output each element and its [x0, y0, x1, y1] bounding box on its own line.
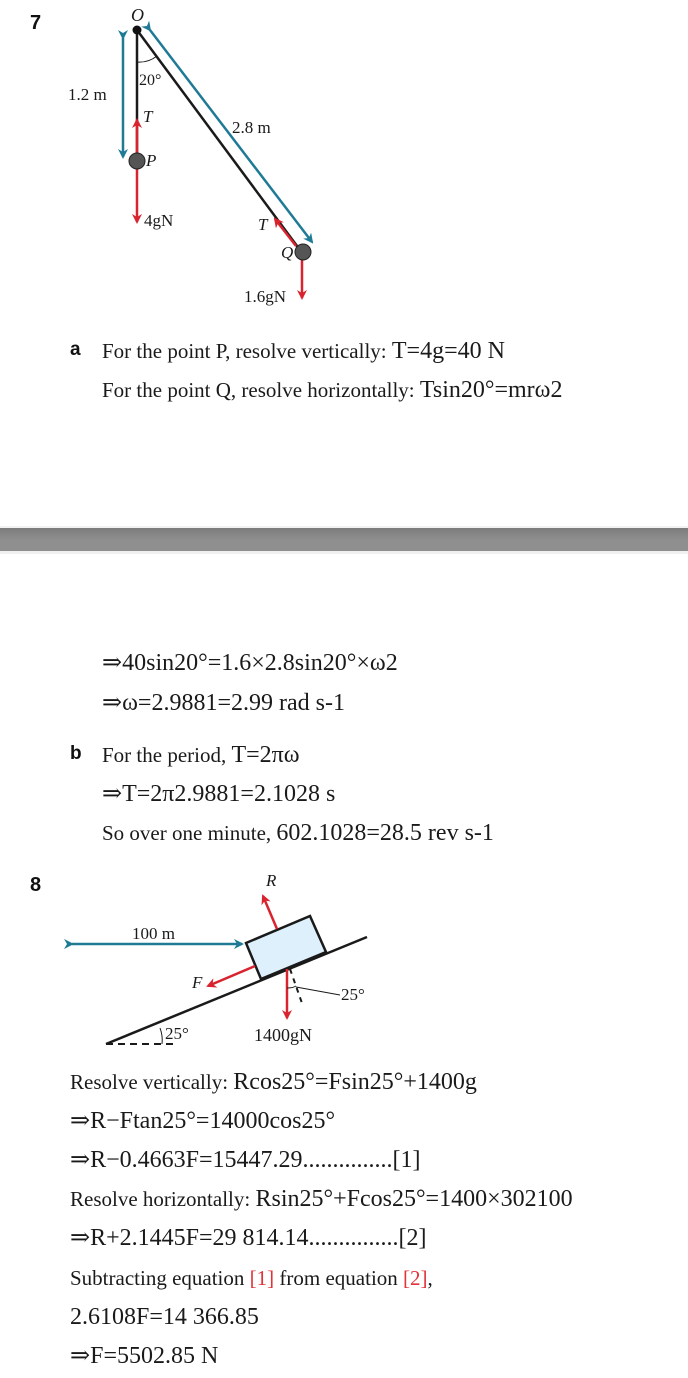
text: For the point Q, resolve horizontally: [102, 378, 420, 402]
equation: Rcos25°=Fsin25°+1400g [233, 1069, 477, 1095]
equation: Tsin20°=mrω2 [419, 377, 563, 403]
equation-ref-2[interactable]: [2] [403, 1266, 428, 1290]
text: So over one minute, [102, 821, 277, 845]
label-distance-100m: 100 m [132, 924, 175, 943]
question-number-7: 7 [30, 12, 42, 34]
equation: ⇒R−0.4663F=15447.29...............[1] [70, 1147, 421, 1173]
label-P: P [146, 151, 157, 170]
equation-ref-1[interactable]: [1] [249, 1266, 275, 1290]
label-T-Q: T [258, 215, 268, 234]
equation: Rsin25°+Fcos25°=1400×302100 [255, 1186, 573, 1212]
page-divider [0, 526, 688, 554]
question-number-8: 8 [30, 874, 42, 896]
part-b-label: b [70, 743, 82, 764]
text: For the period, [102, 743, 232, 767]
label-F: F [192, 973, 203, 992]
equation: ⇒T=2π2.9881=2.1028 s [102, 781, 336, 807]
q8-line-2 [70, 1108, 335, 1134]
label-length-2-8m: 2.8 m [232, 118, 271, 137]
part-a-line-1 [102, 338, 505, 364]
label-O: O [131, 5, 144, 25]
q8-line-7 [70, 1304, 259, 1330]
text: from equation [274, 1266, 404, 1290]
equation: T=4g=40 N [391, 338, 505, 364]
part-b-line-3 [102, 820, 494, 846]
label-T-P: T [143, 107, 153, 126]
label-length-1-2m: 1.2 m [68, 85, 107, 104]
label-angle-weight: 25° [341, 985, 365, 1004]
equation: ⇒F=5502.85 N [70, 1343, 219, 1369]
text: Resolve vertically: [70, 1070, 234, 1094]
equation: ⇒40sin20°=1.6×2.8sin20°×ω2 [102, 650, 398, 676]
label-R: R [266, 871, 277, 890]
equation: ⇒R−Ftan25°=14000cos25° [70, 1108, 336, 1134]
part-a-line-3 [102, 650, 398, 676]
q8-line-1 [70, 1069, 477, 1095]
label-weight-Q: 1.6gN [244, 287, 287, 306]
text: For the point P, resolve vertically: [102, 339, 392, 363]
part-a-line-2 [102, 377, 562, 403]
label-angle-20: 20° [139, 72, 162, 89]
text: Resolve horizontally: [70, 1187, 256, 1211]
q8-line-6 [70, 1265, 433, 1291]
label-Q: Q [281, 243, 294, 262]
part-b-line-1 [102, 742, 300, 768]
diagram-inclined-plane [0, 860, 400, 1060]
equation: ⇒ω=2.9881=2.99 rad s-1 [102, 690, 345, 716]
equation: T=2πω [231, 742, 300, 768]
part-a-label: a [70, 339, 81, 360]
part-b-line-2 [102, 781, 335, 807]
equation: 2.6108F=14 366.85 [70, 1304, 259, 1330]
label-weight: 1400gN [254, 1025, 312, 1045]
text: Subtracting equation [70, 1266, 250, 1290]
part-a-line-4 [102, 690, 345, 716]
q8-line-8 [70, 1343, 218, 1369]
label-angle-slope: 25° [165, 1024, 189, 1043]
q8-line-3 [70, 1147, 421, 1173]
q8-line-5 [70, 1225, 427, 1251]
text: , [427, 1266, 433, 1290]
q8-line-4 [70, 1186, 573, 1212]
label-weight-P: 4gN [144, 211, 174, 230]
equation: ⇒R+2.1445F=29 814.14...............[2] [70, 1225, 427, 1251]
equation: 602.1028=28.5 rev s-1 [276, 820, 494, 846]
